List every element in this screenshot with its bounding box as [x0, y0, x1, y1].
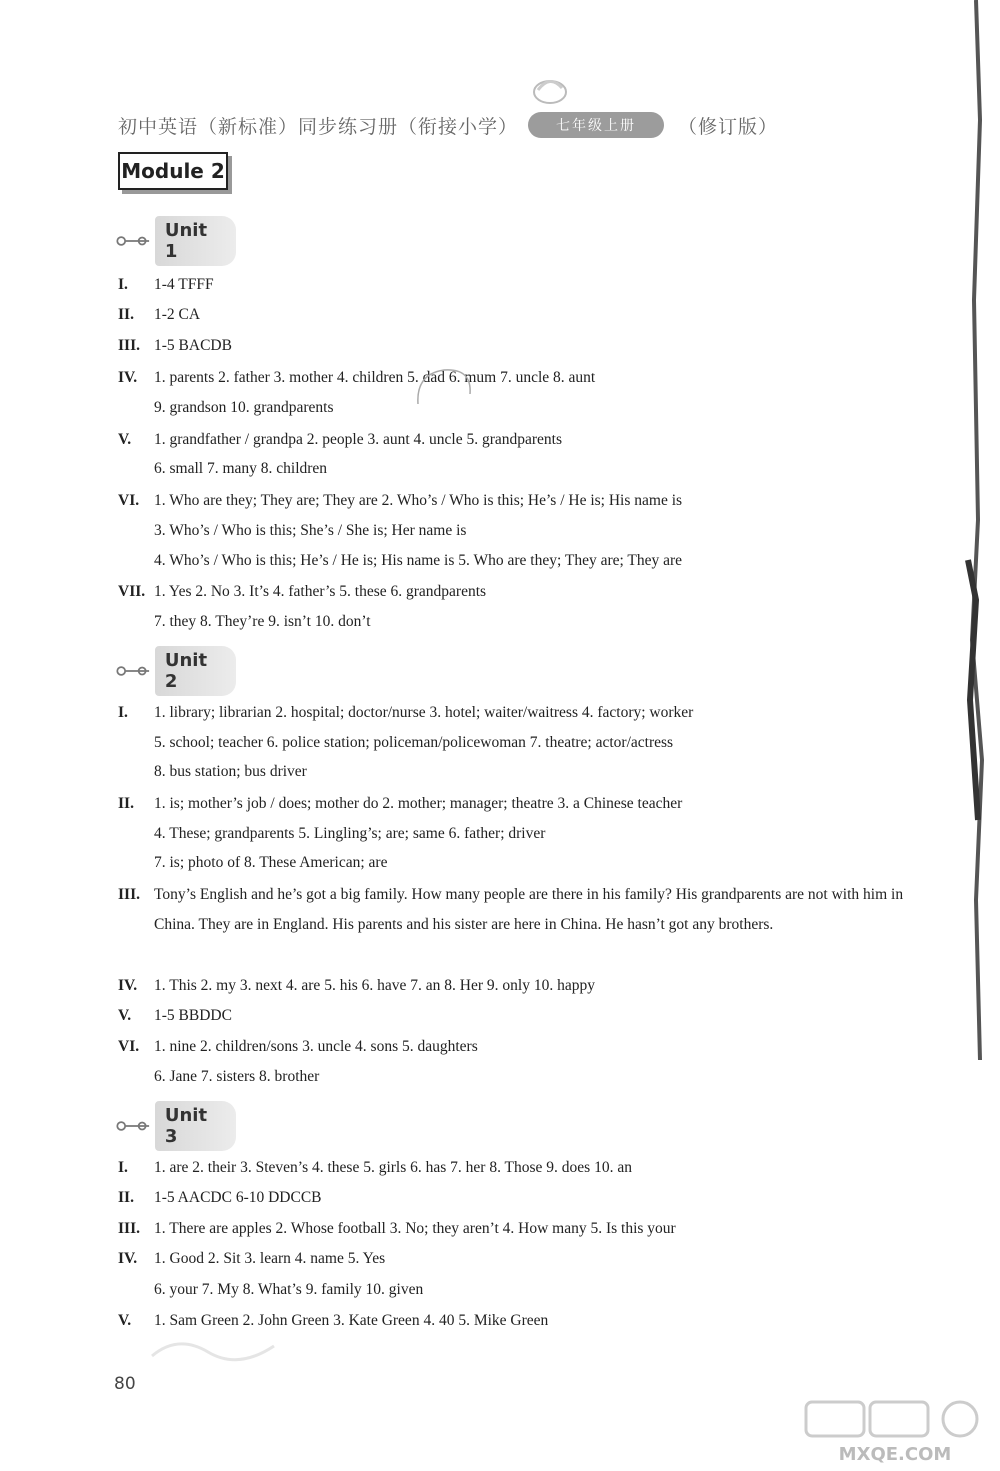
answer-row: III. 1-5 BACDB — [118, 337, 232, 354]
answer-row: IV. 1. parents 2. father 3. mother 4. children 5. dad 6. mum 7. uncle 8. aunt — [118, 369, 596, 386]
answer-row: VI. 1. Who are they; They are; They are 2. Who’s / Who is this; He’s / He is; His name is — [118, 492, 683, 509]
answer-row-continued: 3. Who’s / Who is this; She’s / She is; Her name is — [154, 522, 467, 539]
unit-label: Unit 3 — [155, 1101, 236, 1151]
answer-row: II. 1-5 AACDC 6-10 DDCCB — [118, 1189, 322, 1206]
unit-heading — [116, 650, 236, 692]
key-icon — [116, 234, 151, 248]
answer-row: I. 1. are 2. their 3. Steven’s 4. these 5. girls 6. has 7. her 8. Those 9. does 10. an — [118, 1159, 632, 1176]
answer-row: III. 1. There are apples 2. Whose football 3. No; they aren’t 4. How many 5. Is this your — [118, 1220, 676, 1237]
answer-row-continued: 6. small 7. many 8. children — [154, 460, 328, 477]
answer-row-continued: 6. Jane 7. sisters 8. brother — [154, 1068, 320, 1085]
watermark-text: MXQE.COM — [838, 1444, 952, 1465]
scan-edge-shadow — [962, 0, 988, 1060]
page-header — [118, 108, 818, 142]
answer-row: VI. 1. nine 2. children/sons 3. uncle 4. sons 5. daughters — [118, 1038, 478, 1055]
edition-label: （修订版） — [678, 115, 779, 138]
unit-label: Unit 1 — [155, 216, 236, 266]
answer-row-continued: 4. Who’s / Who is this; He’s / He is; His name is 5. Who are they; They are; They are — [154, 552, 683, 569]
watermark-logo — [800, 1400, 990, 1466]
unit-heading — [116, 1105, 236, 1147]
header-ornament-icon — [528, 72, 572, 106]
answer-row: I. 1-4 TFFF — [118, 276, 214, 293]
unit-label: Unit 2 — [155, 646, 236, 696]
answer-row-continued: 4. These; grandparents 5. Lingling’s; are; same 6. father; driver — [154, 825, 546, 842]
answer-row: V. 1. grandfather / grandpa 2. people 3. aunt 4. uncle 5. grandparents — [118, 431, 563, 448]
answer-row-continued: 7. is; photo of 8. These American; are — [154, 854, 388, 871]
answer-row-continued: 6. your 7. My 8. What’s 9. family 10. given — [154, 1281, 424, 1298]
faint-stamp-icon — [148, 1326, 278, 1366]
answer-row-continued: 8. bus station; bus driver — [154, 763, 307, 780]
answer-row: I. 1. library; librarian 2. hospital; doctor/nurse 3. hotel; waiter/waitress 4. factory; worker — [118, 704, 694, 721]
answer-row: IV. 1. This 2. my 3. next 4. are 5. his 6. have 7. an 8. Her 9. only 10. happy — [118, 977, 595, 994]
header-title: 初中英语（新标准）同步练习册（衔接小学） — [118, 115, 519, 138]
answer-row: II. 1. is; mother’s job / does; mother do 2. mother; manager; theatre 3. a Chinese teacher — [118, 795, 683, 812]
pen-annotation-icon — [414, 364, 476, 408]
grade-badge: 七年级上册 — [528, 112, 664, 138]
answer-row: V. 1-5 BBDDC — [118, 1007, 232, 1024]
key-icon — [116, 1119, 151, 1133]
answer-row-continued: 5. school; teacher 6. police station; policeman/policewoman 7. theatre; actor/actress — [154, 734, 674, 751]
module-title: Module 2 — [118, 152, 228, 190]
page-number: 80 — [114, 1374, 136, 1394]
answer-row: VII. 1. Yes 2. No 3. It’s 4. father’s 5. these 6. grandparents — [118, 583, 487, 600]
answer-row: II. 1-2 CA — [118, 306, 201, 323]
key-icon — [116, 664, 151, 678]
answer-paragraph: III. Tony’s English and he’s got a big family. How many people are there in his family? His grandparents are not with him in China. They are in England. His parents and his sister are here in China. He hasn’t got any brothers. — [118, 886, 904, 933]
answer-row: IV. 1. Good 2. Sit 3. learn 4. name 5. Yes — [118, 1250, 386, 1267]
unit-heading — [116, 220, 236, 262]
answer-row: V. 1. Sam Green 2. John Green 3. Kate Green 4. 40 5. Mike Green — [118, 1312, 549, 1329]
answer-row-continued: 7. they 8. They’re 9. isn’t 10. don’t — [154, 613, 371, 630]
answer-row-continued: 9. grandson 10. grandparents — [154, 399, 334, 416]
